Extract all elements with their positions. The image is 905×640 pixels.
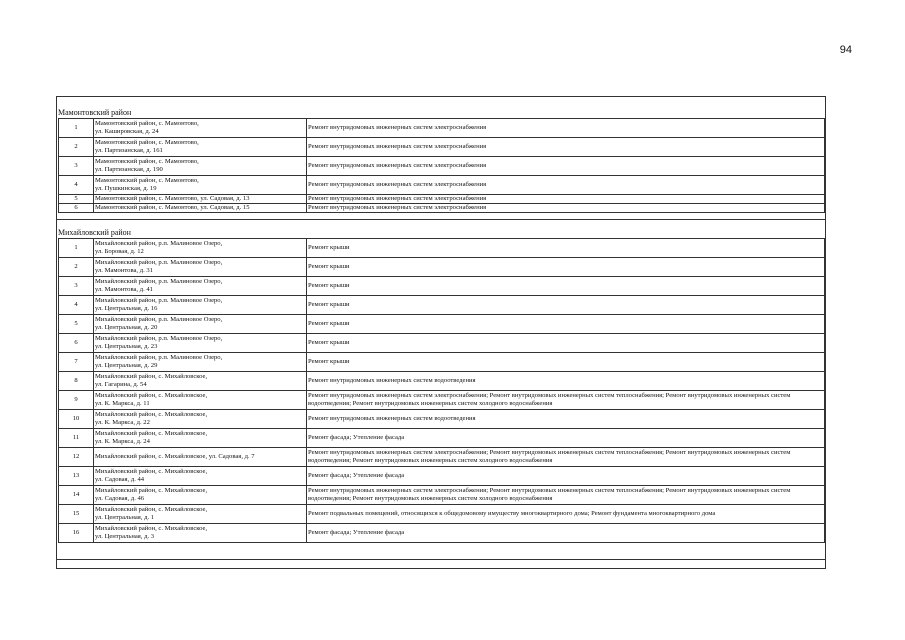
row-number: 9 [59,391,94,410]
table-row [59,467,825,486]
address-line: Мамонтовский район, с. Мамонтово, [95,120,199,127]
row-work: Ремонт крыши [307,296,825,315]
address-line: ул. Кашировская, д. 24 [95,128,159,135]
table-row [59,157,825,176]
row-number: 3 [59,157,94,176]
row-work: Ремонт крыши [307,258,825,277]
address-line: ул. Центральная, д. 23 [95,343,158,350]
address-line: Михайловский район, с. Михайловское, [95,430,208,437]
address-line: ул. Партизанская, д. 161 [95,147,163,154]
row-number: 16 [59,524,94,543]
address-line: Михайловский район, с. Михайловское, [95,392,208,399]
address-line: Михайловский район, р.п. Малиновое Озеро, [95,240,223,247]
address-line: ул. Пушкинская, д. 19 [95,185,157,192]
row-address [94,334,307,353]
address-line: Михайловский район, с. Михайловское, [95,373,208,380]
table-row [59,486,825,505]
address-line: ул. Боровая, д. 12 [95,248,144,255]
section-divider [57,219,825,220]
table-row [59,372,825,391]
row-number: 10 [59,410,94,429]
table-row [59,524,825,543]
address-line: Михайловский район, р.п. Малиновое Озеро, [95,335,223,342]
address-line: ул. Садовая, д. 44 [95,476,145,483]
row-address [94,119,307,138]
address-line: ул. Садовая, д. 46 [95,495,145,502]
address-line: Михайловский район, с. Михайловское, [95,468,208,475]
works-table-sheet [56,96,826,569]
row-work: Ремонт фасада; Утепление фасада [307,467,825,486]
table-row [59,410,825,429]
row-address [94,258,307,277]
row-number: 2 [59,258,94,277]
address-line: Михайловский район, с. Михайловское, [95,487,208,494]
table-mikhailovsky [58,238,825,543]
row-number: 4 [59,296,94,315]
page-number: 94 [839,44,852,56]
section-title-mamontovsky: Мамонтовский район [58,108,132,117]
table-row [59,239,825,258]
table-row [59,505,825,524]
table-row [59,429,825,448]
address-line: Мамонтовский район, с. Мамонтово, [95,139,199,146]
row-number: 6 [59,334,94,353]
row-number: 13 [59,467,94,486]
table-row [59,138,825,157]
row-address [94,391,307,410]
row-address [94,372,307,391]
address-line: ул. Центральная, д. 16 [95,305,158,312]
row-number: 8 [59,372,94,391]
address-line: Михайловский район, с. Михайловское, [95,506,208,513]
row-number: 5 [59,195,94,204]
row-work: Ремонт подвальных помещений, относящихся к общедомовому имуществу многоквартирного дома; Ремонт фундамента многоквартирного дома [307,505,825,524]
table-row [59,119,825,138]
row-number: 6 [59,204,94,213]
address-line: Мамонтовский район, с. Мамонтово, [95,158,199,165]
row-number: 5 [59,315,94,334]
row-work: Ремонт внутридомовых инженерных систем электроснабжения; Ремонт внутридомовых инженерных систем теплоснабжения; Ремонт внутридомовых инженерных систем водоотведения; Ремонт внутридомовых инженерных систем холодного водоснабжения [307,391,825,410]
section-title-mikhailovsky: Михайловский район [58,228,131,237]
row-address: Мамонтовский район, с. Мамонтово, ул. Садовая, д. 15 [94,204,307,213]
row-address [94,296,307,315]
row-number: 3 [59,277,94,296]
table-bottom-divider [57,559,825,560]
address-line: Михайловский район, р.п. Малиновое Озеро, [95,278,223,285]
row-work: Ремонт внутридомовых инженерных систем электроснабжения [307,157,825,176]
row-address: Мамонтовский район, с. Мамонтово, ул. Садовая, д. 13 [94,195,307,204]
row-number: 2 [59,138,94,157]
row-number: 1 [59,119,94,138]
address-line: ул. Центральная, д. 1 [95,514,155,521]
address-line: Михайловский район, р.п. Малиновое Озеро, [95,354,223,361]
table-row [59,315,825,334]
row-address [94,277,307,296]
row-work: Ремонт крыши [307,277,825,296]
row-number: 1 [59,239,94,258]
address-line: ул. Мамонтова, д. 31 [95,267,153,274]
table-row [59,448,825,467]
row-work: Ремонт внутридомовых инженерных систем электроснабжения [307,119,825,138]
row-work: Ремонт внутридомовых инженерных систем электроснабжения [307,138,825,157]
row-work: Ремонт внутридомовых инженерных систем электроснабжения; Ремонт внутридомовых инженерных систем теплоснабжения; Ремонт внутридомовых инженерных систем водоотведения; Ремонт внутридомовых инженерных систем холодного водоснабжения [307,448,825,467]
row-work: Ремонт крыши [307,353,825,372]
row-address [94,353,307,372]
row-work: Ремонт внутридомовых инженерных систем водоотведения [307,372,825,391]
row-work: Ремонт крыши [307,239,825,258]
address-line: ул. Партизанская, д. 190 [95,166,163,173]
row-address [94,138,307,157]
address-line: Михайловский район, р.п. Малиновое Озеро, [95,259,223,266]
row-number: 11 [59,429,94,448]
row-work: Ремонт внутридомовых инженерных систем электроснабжения; Ремонт внутридомовых инженерных систем теплоснабжения; Ремонт внутридомовых инженерных систем водоотведения; Ремонт внутридомовых инженерных систем холодного водоснабжения [307,486,825,505]
table-mamontovsky [58,118,825,213]
row-address [94,315,307,334]
address-line: ул. Центральная, д. 20 [95,324,158,331]
row-address [94,524,307,543]
address-line: Михайловский район, с. Михайловское, [95,411,208,418]
table-row [59,353,825,372]
table-row [59,195,825,204]
table-row [59,334,825,353]
row-address [94,505,307,524]
table-row [59,258,825,277]
row-work: Ремонт внутридомовых инженерных систем электроснабжения [307,204,825,213]
address-line: ул. К. Маркса, д. 22 [95,419,150,426]
table-row [59,204,825,213]
row-number: 15 [59,505,94,524]
row-work: Ремонт фасада; Утепление фасада [307,524,825,543]
table-row [59,391,825,410]
address-line: ул. Центральная, д. 29 [95,362,158,369]
row-number: 14 [59,486,94,505]
row-number: 4 [59,176,94,195]
address-line: ул. Гагарина, д. 54 [95,381,147,388]
address-line: Мамонтовский район, с. Мамонтово, [95,177,199,184]
row-address [94,410,307,429]
row-address [94,429,307,448]
row-number: 12 [59,448,94,467]
row-work: Ремонт фасада; Утепление фасада [307,429,825,448]
row-address: Михайловский район, с. Михайловское, ул. Садовая, д. 7 [94,448,307,467]
address-line: ул. К. Маркса, д. 11 [95,400,150,407]
row-address [94,467,307,486]
row-work: Ремонт крыши [307,334,825,353]
row-work: Ремонт крыши [307,315,825,334]
row-work: Ремонт внутридомовых инженерных систем электроснабжения [307,195,825,204]
table-row [59,176,825,195]
address-line: Михайловский район, р.п. Малиновое Озеро, [95,316,223,323]
address-line: ул. К. Маркса, д. 24 [95,438,150,445]
address-line: Михайловский район, р.п. Малиновое Озеро, [95,297,223,304]
table-row [59,296,825,315]
address-line: ул. Центральная, д. 3 [95,533,155,540]
row-address [94,239,307,258]
row-number: 7 [59,353,94,372]
row-address [94,157,307,176]
table-row [59,277,825,296]
address-line: ул. Мамонтова, д. 41 [95,286,153,293]
row-work: Ремонт внутридомовых инженерных систем водоотведения [307,410,825,429]
row-work: Ремонт внутридомовых инженерных систем электроснабжения [307,176,825,195]
address-line: Михайловский район, с. Михайловское, [95,525,208,532]
row-address [94,176,307,195]
row-address [94,486,307,505]
